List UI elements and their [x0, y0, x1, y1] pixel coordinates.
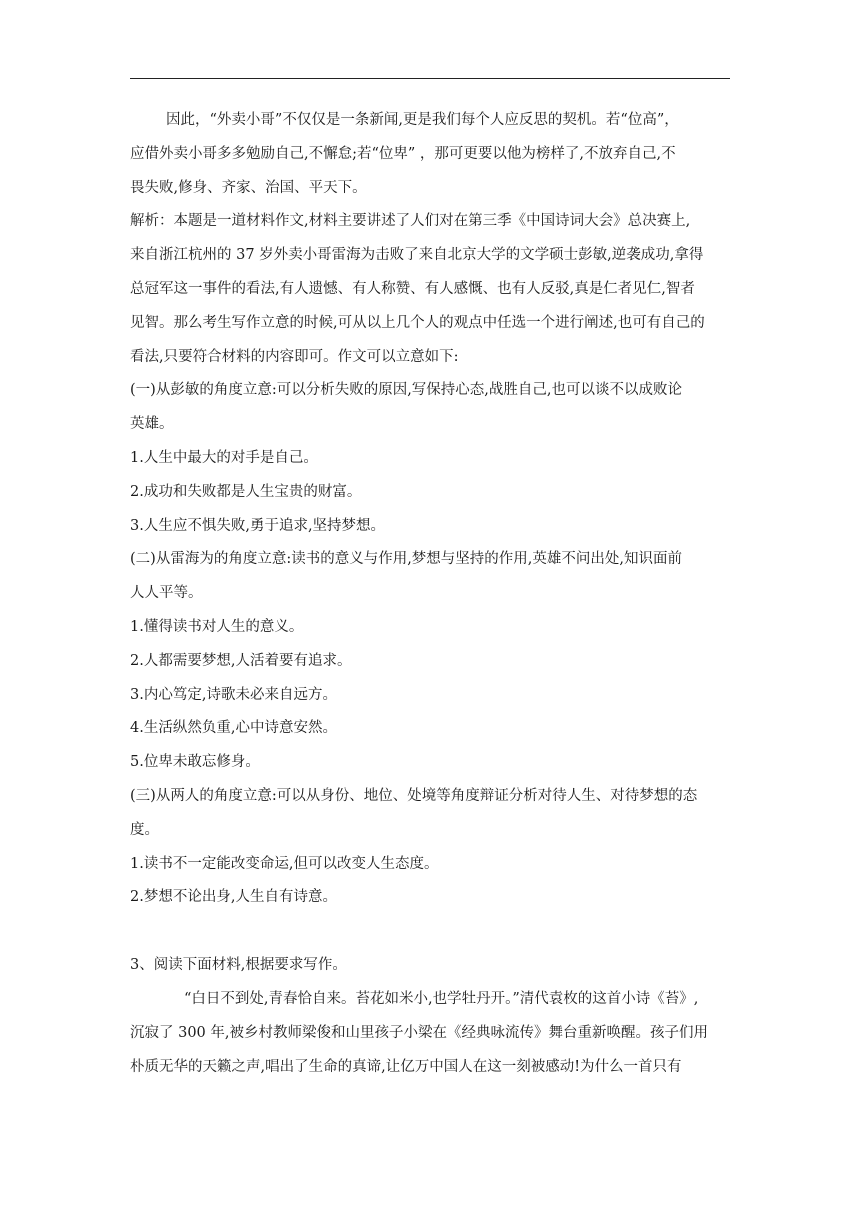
section-heading-line: 英雄。	[130, 416, 174, 432]
list-item: 2.梦想不论出身,人生自有诗意。	[130, 889, 337, 905]
analysis-line: 解析：本题是一道材料作文,材料主要讲述了人们对在第三季《中国诗词大会》总决赛上,	[130, 213, 691, 229]
section-heading-line: (二)从雷海为的角度立意:读书的意义与作用,梦想与坚持的作用,英雄不问出处,知识面前	[130, 551, 683, 567]
list-item: 1.懂得读书对人生的意义。	[130, 619, 304, 635]
material-line: “白日不到处,青春恰自来。苔花如米小,也学牡丹开。”清代袁枚的这首小诗《苔》,	[184, 991, 699, 1007]
list-item: 2.成功和失败都是人生宝贵的财富。	[130, 484, 362, 500]
material-line: 朴质无华的天籁之声,唱出了生命的真谛,让亿万中国人在这一刻被感动!为什么一首只有	[130, 1059, 682, 1075]
list-item: 4.生活纵然负重,心中诗意安然。	[130, 720, 337, 736]
paragraph-line: 畏失败,修身、齐家、治国、平天下。	[130, 180, 367, 196]
list-item: 1.读书不一定能改变命运,但可以改变人生态度。	[130, 856, 439, 872]
question-heading: 3、阅读下面材料,根据要求写作。	[130, 957, 347, 973]
section-heading-line: 度。	[130, 822, 159, 838]
section-heading-line: (三)从两人的角度立意:可以从身份、地位、处境等角度辩证分析对待人生、对待梦想的态	[130, 788, 698, 804]
analysis-line: 见智。那么考生写作立意的时候,可从以上几个人的观点中任选一个进行阐述,也可有自己的	[130, 315, 705, 331]
material-line: 沉寂了 300 年,被乡村教师梁俊和山里孩子小梁在《经典咏流传》舞台重新唤醒。孩子们用	[130, 1025, 708, 1041]
paragraph-line: 因此，“外卖小哥”不仅仅是一条新闻,更是我们每个人应反思的契机。若“位高”，	[166, 112, 679, 128]
analysis-line: 看法,只要符合材料的内容即可。作文可以立意如下:	[130, 349, 459, 365]
paragraph-line: 应借外卖小哥多多勉励自己,不懈怠;若“位卑” ，那可更要以他为榜样了,不放弃自己,不	[130, 146, 676, 162]
analysis-line: 总冠军这一事件的看法,有人遗憾、有人称赞、有人感慨、也有人反驳,真是仁者见仁,智者	[130, 281, 695, 297]
section-heading-line: 人人平等。	[130, 585, 203, 601]
header-rule	[130, 78, 730, 79]
analysis-line: 来自浙江杭州的 37 岁外卖小哥雷海为击败了来自北京大学的文学硕士彭敏,逆袭成功,拿得	[130, 247, 704, 263]
list-item: 1.人生中最大的对手是自己。	[130, 450, 318, 466]
list-item: 2.人都需要梦想,人活着要有追求。	[130, 653, 352, 669]
list-item: 3.内心笃定,诗歌未必来自远方。	[130, 687, 337, 703]
list-item: 5.位卑未敢忘修身。	[130, 754, 260, 770]
section-heading-line: (一)从彭敏的角度立意:可以分析失败的原因,写保持心态,战胜自己,也可以谈不以成败论	[130, 382, 683, 398]
list-item: 3.人生应不惧失败,勇于追求,坚持梦想。	[130, 518, 386, 534]
